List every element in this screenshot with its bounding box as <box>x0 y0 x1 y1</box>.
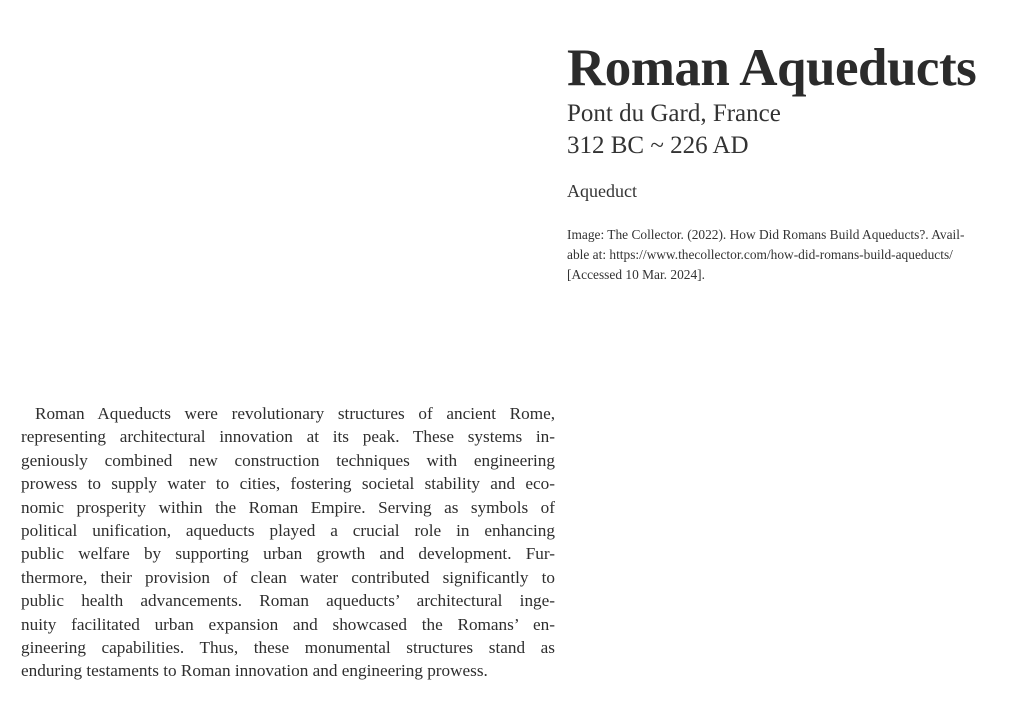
date-range: 312 BC ~ 226 AD <box>567 132 749 159</box>
body-paragraph <box>21 402 555 683</box>
body-line: enduring testaments to Roman innovation and engineering prowess. <box>21 661 488 681</box>
body-line: representing architectural innovation at its peak. These systems in- <box>21 427 555 447</box>
aqueduct-image-placeholder <box>0 0 560 390</box>
image-caption: Aqueduct <box>567 181 637 201</box>
body-line: gineering capabilities. Thus, these monumental structures stand as <box>21 638 555 658</box>
body-line: geniously combined new construction techniques with engineering <box>21 450 555 470</box>
body-line: thermore, their provision of clean water contributed significantly to <box>21 567 555 587</box>
body-line: nuity facilitated urban expansion and showcased the Romans’ en- <box>21 614 555 634</box>
page-title: Roman Aqueducts <box>567 39 977 97</box>
title-block <box>567 38 1017 162</box>
credit-line: Image: The Collector. (2022). How Did Romans Build Aqueducts?. Avail- <box>567 227 965 242</box>
body-line: nomic prosperity within the Roman Empire. Serving as symbols of <box>21 497 555 517</box>
credit-line: [Accessed 10 Mar. 2024]. <box>567 267 705 282</box>
credit-line: able at: https://www.thecollector.com/how-did-romans-build-aqueducts/ <box>567 247 953 262</box>
image-credit <box>567 225 997 285</box>
body-line: political unification, aqueducts played a crucial role in enhancing <box>21 521 555 541</box>
location-subtitle: Pont du Gard, France <box>567 100 781 127</box>
body-line: Roman Aqueducts were revolutionary structures of ancient Rome, <box>35 404 555 423</box>
body-line: public welfare by supporting urban growth and development. Fur- <box>21 544 555 564</box>
body-line: public health advancements. Roman aqueducts’ architectural inge- <box>21 591 555 611</box>
body-line: prowess to supply water to cities, fostering societal stability and eco- <box>21 474 555 494</box>
